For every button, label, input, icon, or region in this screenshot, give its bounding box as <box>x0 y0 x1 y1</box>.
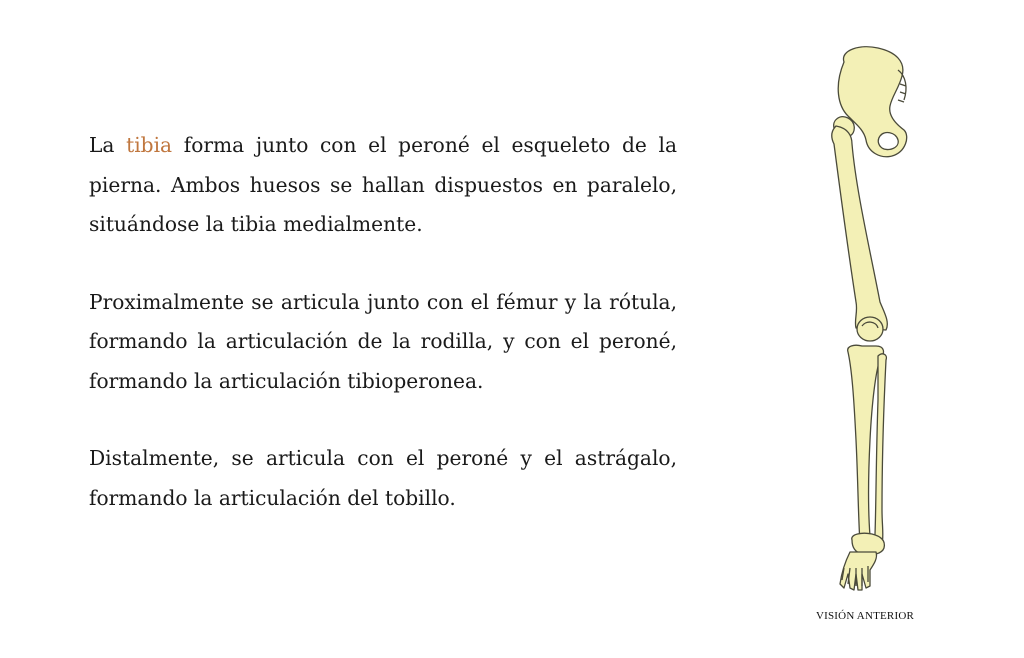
paragraph-proximal: Proximalmente se articula junto con el fémur y la rótula, formando la articulación de la rodilla, y con el peroné, formando la articulación tibioperonea. <box>89 289 677 393</box>
femur-shaft <box>832 126 887 330</box>
paragraph-distal: Distalmente, se articula con el peroné y el astrágalo, formando la articulación del tobillo. <box>89 446 677 510</box>
intro-rest: forma junto con el peroné el esqueleto de la pierna. Ambos huesos se hallan dispuestos en paralelo, situándose la tibia medialmente. <box>89 133 677 236</box>
leg-skeleton-figure <box>800 40 930 600</box>
intro-lead: La <box>89 133 127 157</box>
obturator-foramen <box>878 133 898 150</box>
patella <box>857 317 883 341</box>
paragraph-intro <box>89 126 677 245</box>
foot-bones <box>840 552 877 590</box>
fibula <box>875 354 887 545</box>
figure-caption: VISIÓN ANTERIOR <box>815 610 915 622</box>
tibia-term[interactable]: tibia <box>126 133 173 157</box>
leg-skeleton-illustration <box>800 40 930 600</box>
text-column <box>89 126 677 556</box>
